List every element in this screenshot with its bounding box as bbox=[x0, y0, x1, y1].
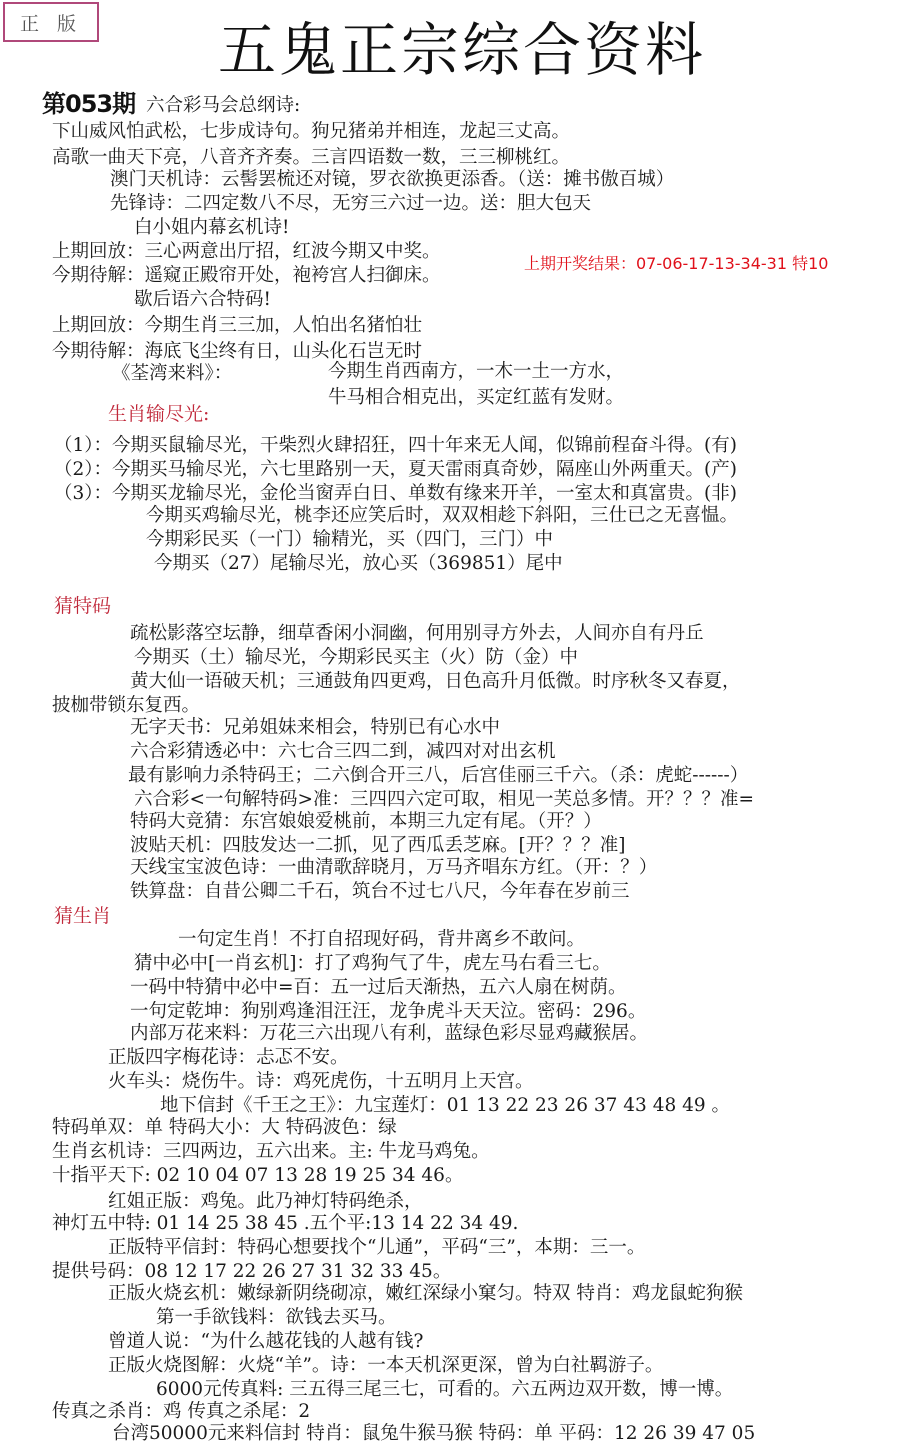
text-line: 最有影响力杀特码王；二六倒合开三八，后宫佳丽三千六。（杀：虎蛇------） bbox=[128, 765, 749, 786]
text-line: 正版四字梅花诗：忐忑不安。 bbox=[108, 1047, 349, 1068]
text-line: 今期彩民买（一门）输精光，买（四门，三门）中 bbox=[146, 529, 554, 550]
text-line: 澳门天机诗：云髻罢梳还对镜，罗衣欲换更添香。（送：摊书傲百城） bbox=[110, 169, 675, 190]
text-line: 今期买鸡输尽光，桃李还应笑后时，双双相趁下斜阳，三仕已之无喜愠。 bbox=[146, 505, 739, 526]
text-line: 生肖玄机诗：三四两边，五六出来。主: 牛龙马鸡兔。 bbox=[52, 1141, 490, 1162]
text-line: 披枷带锁东复西。 bbox=[52, 695, 201, 716]
text-line: 天线宝宝波色诗：一曲清歌辞晓月，万马齐唱东方红。（开：？） bbox=[130, 857, 658, 878]
text-line: 今期买（27）尾输尽光，放心买（369851）尾中 bbox=[154, 553, 563, 574]
text-line: 十指平天下: 02 10 04 07 13 28 19 25 34 46。 bbox=[52, 1165, 464, 1186]
section-heading: 猜生肖 bbox=[54, 905, 112, 927]
text-line: 高歌一曲天下亮，八音齐齐奏。三言四语数一数，三三柳桃红。 bbox=[52, 147, 571, 168]
text-line: 疏松影落空坛静，细草香闲小洞幽，何用别寻方外去，人间亦自有丹丘 bbox=[130, 623, 704, 644]
text-line: 一句定乾坤：狗别鸡逢泪汪汪，龙争虎斗天天泣。密码：296。 bbox=[130, 1001, 647, 1022]
text-line: 黄大仙一语破天机；三通鼓角四更鸡，日色高升月低微。时序秋冬又春夏， bbox=[130, 671, 741, 692]
text-line: （2）：今期买马输尽光，六七里路别一天，夏天雷雨真奇妙，隔座山外两重天。(产) bbox=[54, 459, 737, 480]
text-line: 第一手欲钱料：欲钱去买马。 bbox=[156, 1307, 397, 1328]
text-line: 火车头：烧伤牛。诗：鸡死虎伤，十五明月上天宫。 bbox=[108, 1071, 534, 1092]
text-line: 内部万花来料：万花三六出现八有利，蓝绿色彩尽显鸡藏猴居。 bbox=[130, 1023, 649, 1044]
text-line: 上期回放：三心两意出厅招，红波今期又中奖。 bbox=[52, 241, 441, 262]
text-line: 台湾50000元来料信封 特肖：鼠兔牛猴马猴 特码：单 平码：12 26 39 47 05 bbox=[112, 1423, 756, 1444]
text-line: 一码中特猜中必中=百：五一过后天渐热，五六人扇在树荫。 bbox=[130, 977, 627, 998]
text-line: 提供号码：08 12 17 22 26 27 31 32 33 45。 bbox=[52, 1261, 452, 1282]
text-line: 波贴天机：四肢发达一二抓，见了西瓜丢芝麻。[开？？？准] bbox=[130, 835, 626, 856]
text-line: 正版特平信封：特码心想要找个“儿通”，平码“三”，本期：三一。 bbox=[108, 1237, 646, 1258]
text-line: 六合彩<一句解特码>准：三四四六定可取，相见一芙总多情。开？？？准= bbox=[134, 789, 755, 810]
text-line: 猜中必中[一肖玄机]：打了鸡狗气了牛，虎左马右看三七。 bbox=[134, 953, 611, 974]
text-line: 红姐正版：鸡兔。此乃神灯特码绝杀， bbox=[108, 1191, 423, 1212]
text-line: 《荃湾来料》： bbox=[112, 363, 233, 384]
section-heading: 生肖输尽光: bbox=[108, 403, 210, 425]
text-line: 正版火烧图解：火烧“羊”。诗：一本天机深更深，曾为白社羁游子。 bbox=[108, 1355, 664, 1376]
text-line: 上期回放：今期生肖三三加，人怕出名猪怕壮 bbox=[52, 315, 423, 336]
text-line: 六合彩马会总纲诗: bbox=[146, 95, 301, 116]
section-heading: 猜特码 bbox=[54, 595, 112, 617]
text-line: 六合彩猜透必中：六七合三四二到，减四对对出玄机 bbox=[130, 741, 556, 762]
text-line: 今期待解：海底飞尘终有日，山头化石岂无时 bbox=[52, 341, 423, 362]
text-line: 神灯五中特: 01 14 25 38 45 .五个平:13 14 22 34 49. bbox=[52, 1213, 519, 1234]
last-draw-result: 上期开奖结果：07-06-17-13-34-31 特10 bbox=[524, 254, 829, 273]
text-line: 白小姐内幕玄机诗! bbox=[134, 217, 290, 238]
text-line: 铁算盘：自昔公卿二千石，筑台不过七八尺，今年春在岁前三 bbox=[130, 881, 630, 902]
text-line: 一句定生肖！不打自招现好码，背井离乡不敢问。 bbox=[178, 929, 586, 950]
text-line: 特码大竞猜：东宫娘娘爱桃前，本期三九定有尾。（开？） bbox=[130, 811, 602, 832]
text-line: 下山威风怕武松，七步成诗句。狗兄猪弟并相连，龙起三丈高。 bbox=[52, 121, 571, 142]
text-line: 特码单双：单 特码大小：大 特码波色：绿 bbox=[52, 1117, 397, 1138]
text-line: 牛马相合相克出，买定红蓝有发财。 bbox=[328, 387, 625, 408]
text-line: （3）：今期买龙输尽光，金伦当窗弄白日、单数有缘来开羊，一室太和真富贵。(非) bbox=[54, 483, 737, 504]
text-line: （1）：今期买鼠输尽光，干柴烈火肆招狂，四十年来无人闻，似锦前程奋斗得。(有) bbox=[54, 435, 737, 456]
genuine-badge: 正 版 bbox=[3, 2, 99, 42]
text-line: 今期买（土）输尽光，今期彩民买主（火）防（金）中 bbox=[134, 647, 579, 668]
text-line: 歇后语六合特码! bbox=[134, 289, 271, 310]
text-line: 今期待解：遥窥正殿帘开处，袍袴宫人扫御床。 bbox=[52, 265, 441, 286]
page-title: 五鬼正宗综合资料 bbox=[218, 16, 707, 84]
text-line: 正版火烧玄机：嫩绿新阴绕砌凉，嫩红深绿小窠匀。特双 特肖：鸡龙鼠蛇狗猴 bbox=[108, 1283, 743, 1304]
text-line: 传真之杀肖：鸡 传真之杀尾：2 bbox=[52, 1401, 311, 1422]
issue-number: 第053期 bbox=[42, 90, 136, 118]
text-line: 无字天书：兄弟姐妹来相会，特别已有心水中 bbox=[130, 717, 501, 738]
text-line: 先锋诗：二四定数八不尽，无穷三六过一边。送：胆大包天 bbox=[110, 193, 592, 214]
text-line: 地下信封《千王之王》：九宝莲灯：01 13 22 23 26 37 43 48 49 。 bbox=[160, 1095, 731, 1116]
text-line: 今期生肖西南方，一木一土一方水， bbox=[328, 361, 625, 382]
text-line: 6000元传真料: 三五得三尾三七，可看的。六五两边双开数，博一博。 bbox=[156, 1379, 734, 1400]
text-line: 曾道人说：“为什么越花钱的人越有钱? bbox=[108, 1331, 424, 1352]
